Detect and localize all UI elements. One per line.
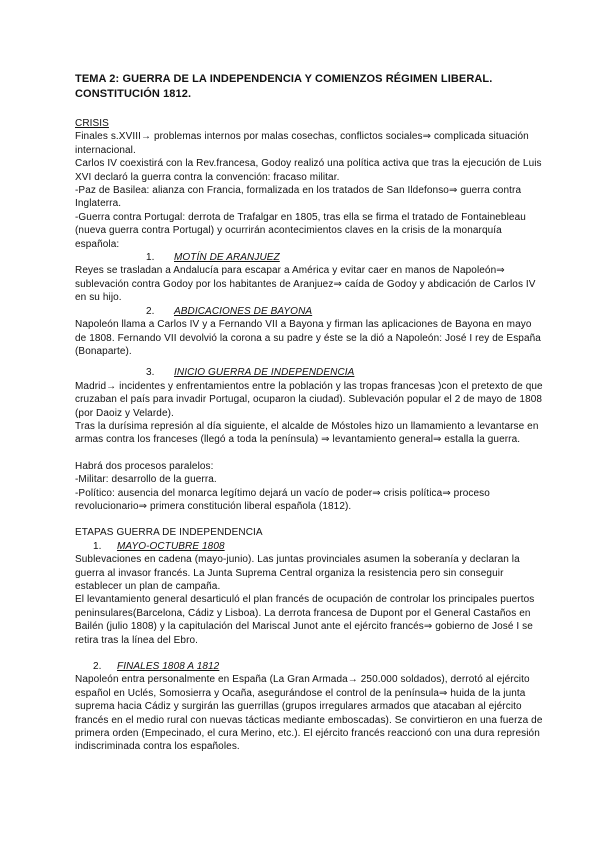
event-heading-aranjuez xyxy=(75,251,544,264)
paragraph: Habrá dos procesos paralelos: xyxy=(75,460,214,472)
list-number: 1. xyxy=(146,252,155,264)
paragraph: Finales s.XVIII→ problemas internos por malas cosechas, conflictos sociales⇒ complicada situación internacional. xyxy=(75,131,529,156)
paragraph: -Paz de Basilea: alianza con Francia, formalizada en los tratados de San Ildefonso⇒ guerra contra Inglaterra. xyxy=(75,185,522,210)
etapa-heading-2 xyxy=(75,660,544,673)
event-heading-inicio-guerra xyxy=(75,366,544,379)
list-number: 1. xyxy=(93,540,102,552)
event-label: INICIO GUERRA DE INDEPENDENCIA xyxy=(174,367,355,379)
paragraph: Madrid→ incidentes y enfrentamientos entre la población y las tropas francesas )con el pretexto de que cruzaban el país para invadir Portugal, ocuparon la ciudad). Sublevación popular el 2 de mayo de 1808 (por Daoiz y Velarde). xyxy=(75,380,543,419)
list-number: 2. xyxy=(93,661,102,673)
paragraph: Napoleón entra personalmente en España (La Gran Armada→ 250.000 soldados), derrotó al ejército español en Uclés, Somosierra y Ocaña, asegurándose el control de la península⇒ huida de la junta suprema hacia Cádiz y surgirán las guerrillas (grupos irregulares armados que atacaban al ejército francés en el medio rural con nuevas tácticas mediante emboscadas). Se convirtieron en una fuerza de primera orden (Empecinado, el cura Merino, etc.). El ejército francés reaccionó con una dura represión indiscriminada contra los españoles. xyxy=(75,674,543,753)
paragraph: Tras la durísima represión al día siguiente, el alcalde de Móstoles hizo un llamamiento a levantarse en armas contra los franceses (llegó a toda la península) ⇒ levantamiento general⇒ estalla la guerra. xyxy=(75,420,539,446)
event-heading-bayona xyxy=(75,305,544,318)
section-heading-crisis: CRISIS xyxy=(75,118,109,129)
etapa-label: FINALES 1808 A 1812 xyxy=(117,661,220,673)
paragraph: El levantamiento general desarticuló el plan francés de ocupación de controlar los principales puertos peninsulares(Barcelona, Cádiz y Lisboa). La derrota francesa de Dupont por el General Castaños en Bailén (julio 1808) y la capitulación del Mariscal Junot ante el ejército francés⇒ gobierno de José I se retira tras la línea del Ebro. xyxy=(75,594,535,646)
paragraph: -Militar: desarrollo de la guerra. xyxy=(75,474,217,486)
list-number: 2. xyxy=(146,305,155,317)
paragraph: -Guerra contra Portugal: derrota de Trafalgar en 1805, tras ella se firma el tratado de Fontainebleau (nueva guerra contra Portugal) y ocurrirán acontecimientos claves en la crisis de la monarquía española: xyxy=(75,211,526,250)
event-label: ABDICACIONES DE BAYONA xyxy=(174,305,313,317)
document-title: TEMA 2: GUERRA DE LA INDEPENDENCIA Y COMIENZOS RÉGIMEN LIBERAL. CONSTITUCIÓN 1812. xyxy=(75,73,493,100)
list-number: 3. xyxy=(146,367,155,379)
section-heading-etapas: ETAPAS GUERRA DE INDEPENDENCIA xyxy=(75,527,263,539)
paragraph: -Político: ausencia del monarca legítimo dejará un vacío de poder⇒ crisis política⇒ proceso revolucionario⇒ primera constitución liberal española (1812). xyxy=(75,487,490,512)
paragraph: Reyes se trasladan a Andalucía para escapar a América y evitar caer en manos de Napoleón⇒ sublevación contra Godoy por los habitantes de Aranjuez⇒ caída de Godoy y abdicación de Carlos IV en su hijo. xyxy=(75,265,536,304)
paragraph: Sublevaciones en cadena (mayo-junio). Las juntas provinciales asumen la soberanía y declaran la guerra al invasor francés. La Junta Suprema Central organiza la resistencia pero sin conseguir establecer un plan de campaña. xyxy=(75,554,520,592)
etapa-label: MAYO-OCTUBRE 1808 xyxy=(117,540,225,552)
paragraph: Napoleón llama a Carlos IV y a Fernando VII a Bayona y firman las aplicaciones de Bayona en mayo de 1808. Fernando VII devolvió la corona a su padre y éste se la dió a Napoleón: José I rey de España (Bonaparte). xyxy=(75,319,541,357)
etapa-heading-1 xyxy=(75,540,544,553)
paragraph: Carlos IV coexistirá con la Rev.francesa, Godoy realizó una política activa que tras la ejecución de Luis XVI declaró la guerra contra la convención: fracaso militar. xyxy=(75,158,542,183)
event-label: MOTÍN DE ARANJUEZ xyxy=(174,252,280,264)
